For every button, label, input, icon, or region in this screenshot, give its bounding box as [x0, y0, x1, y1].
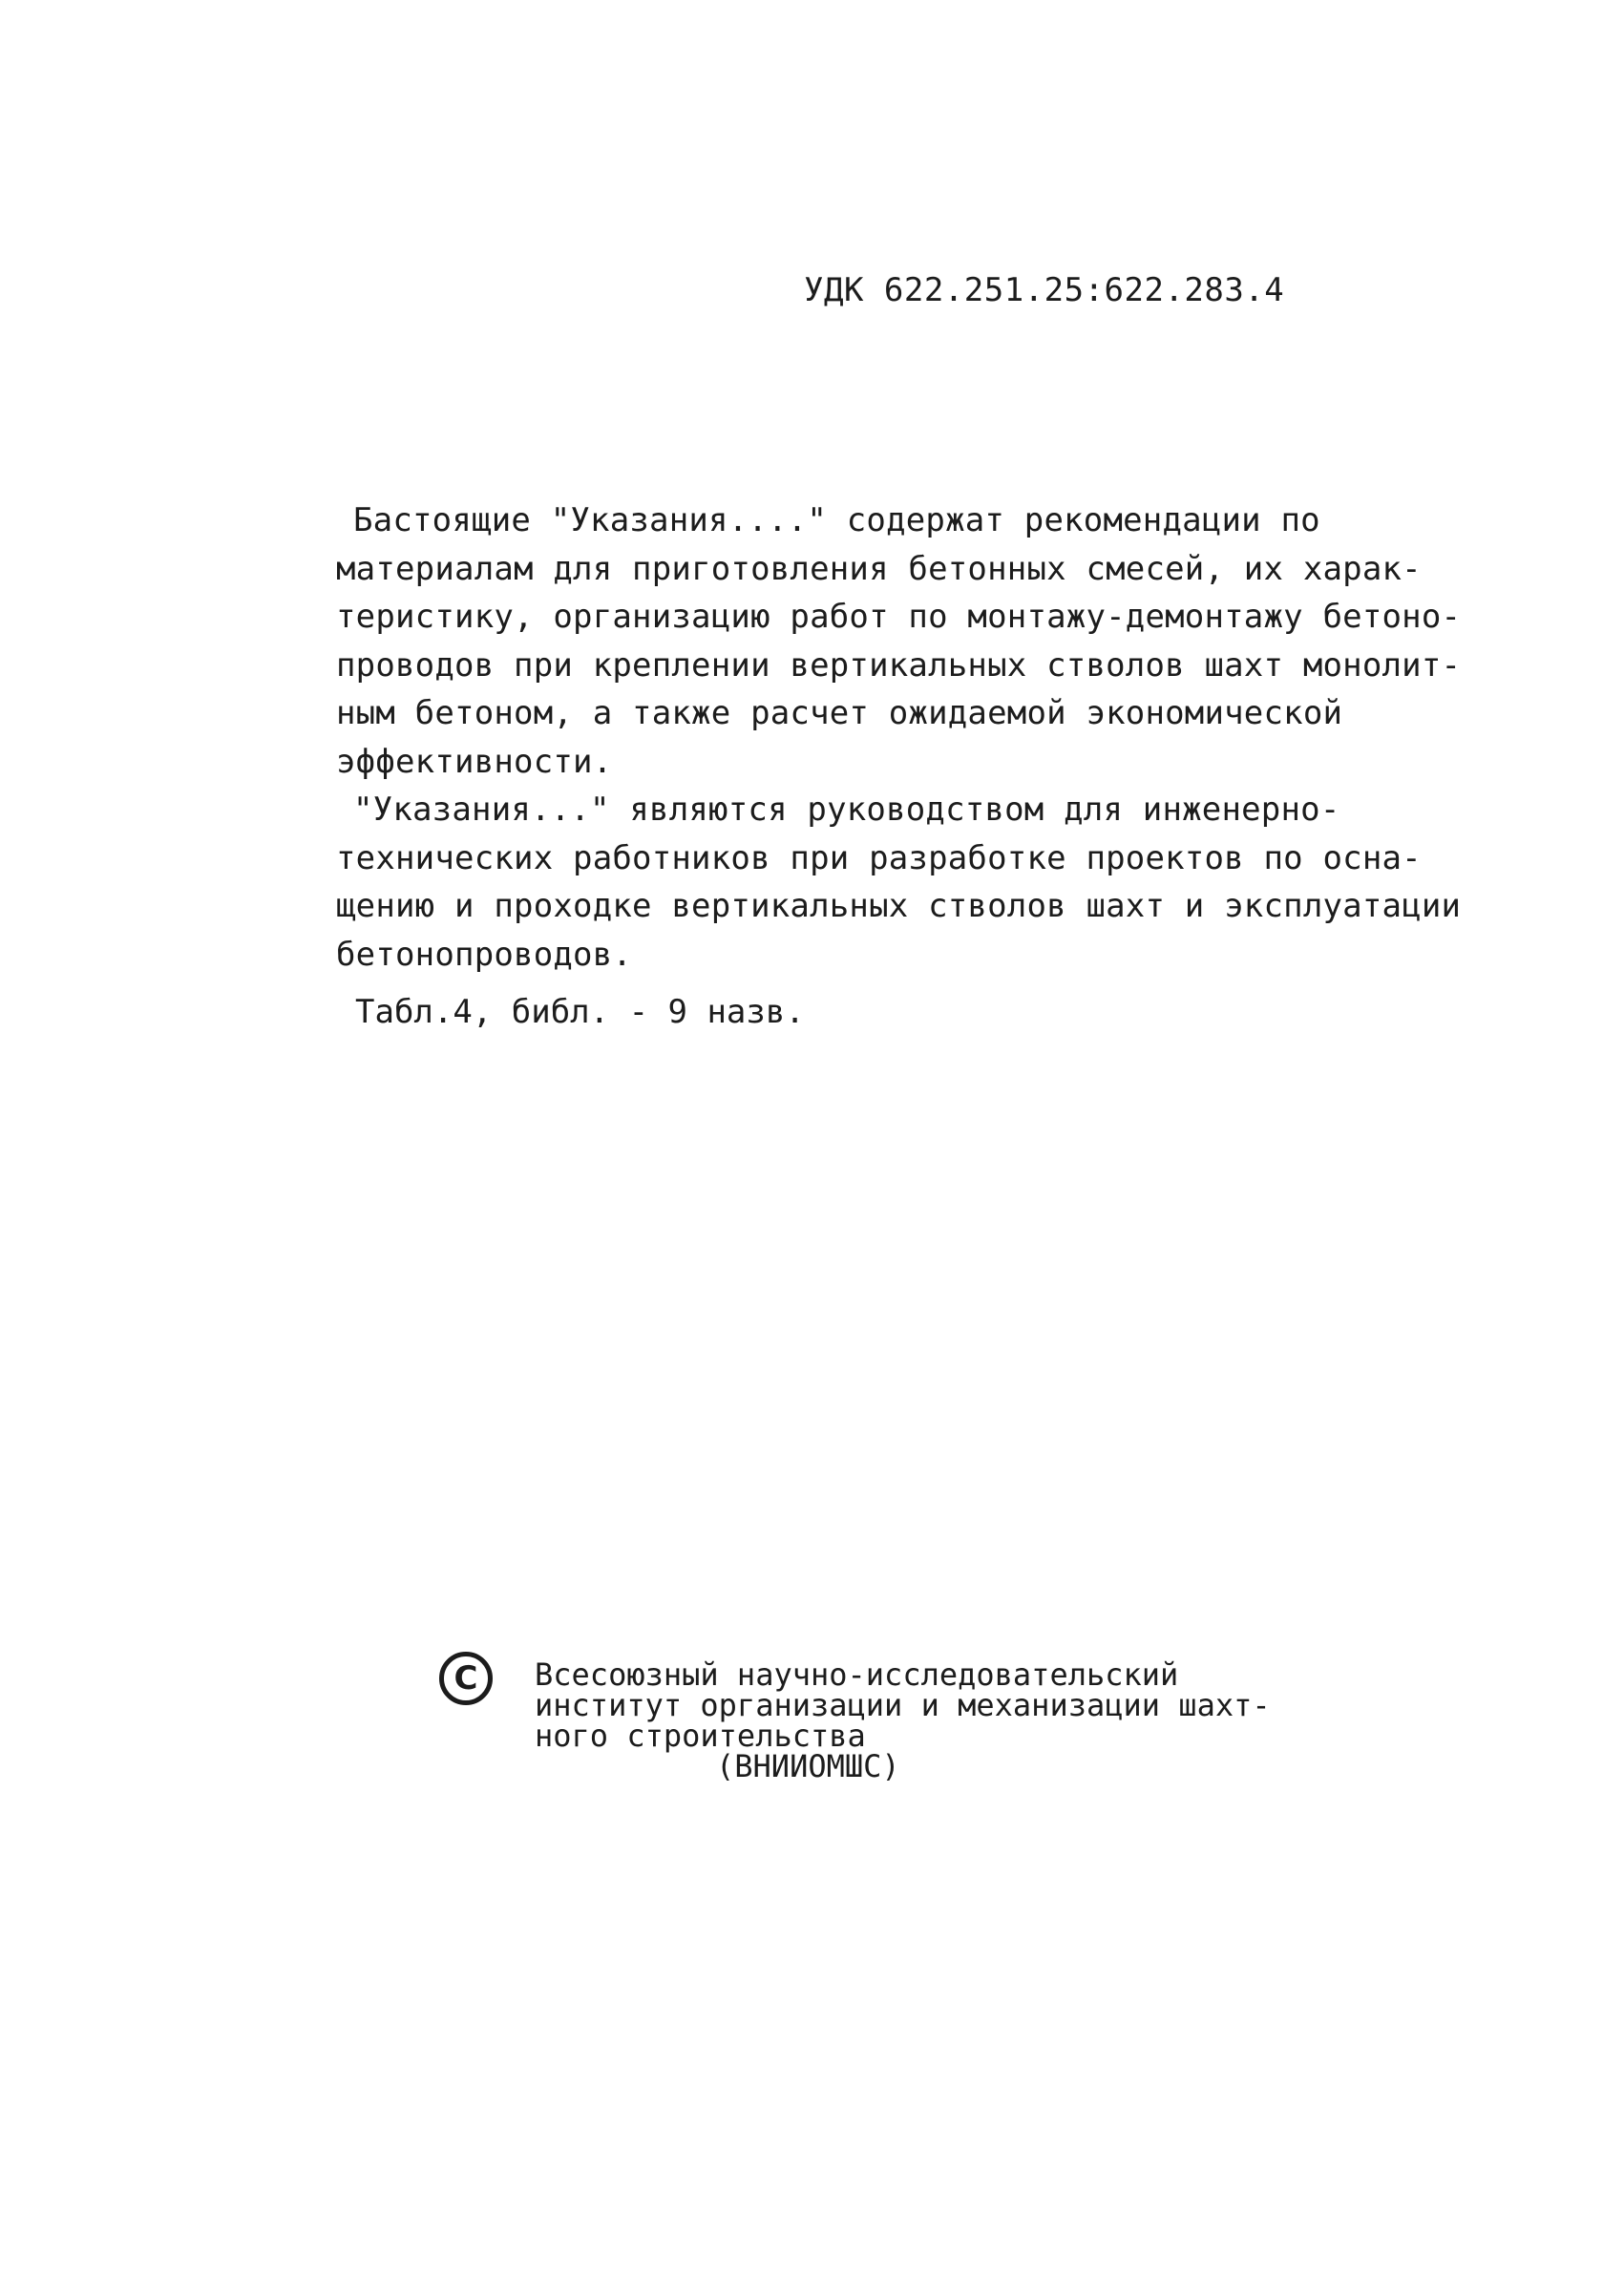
abstract-line: эффективности.	[336, 742, 613, 781]
copyright-icon: C	[439, 1652, 493, 1705]
abstract-block	[336, 496, 1462, 979]
abstract-line: "Указания..." являются руководством для инженерно-	[353, 791, 1340, 829]
institute-name	[535, 1656, 1271, 1784]
abstract-line: технических работников при разработке проектов по осна-	[336, 838, 1422, 877]
abstract-line: щению и проходке вертикальных стволов шахт и эксплуатации	[336, 887, 1462, 925]
udk-code: УДК 622.251.25:622.283.4	[804, 271, 1285, 309]
abstract-line: материалам для приготовления бетонных смесей, их харак-	[336, 549, 1422, 588]
institute-abbreviation: (ВНИИОМШС)	[716, 1748, 900, 1784]
abstract-line: теристику, организацию работ по монтажу-демонтажу бетоно-	[336, 598, 1462, 636]
institute-line: Всесоюзный научно-исследовательский	[535, 1656, 1179, 1693]
abstract-line: бетонопроводов.	[336, 935, 633, 974]
abstract-line: проводов при креплении вертикальных стволов шахт монолит-	[336, 645, 1462, 685]
tables-bibliography-note: Табл.4, библ. - 9 назв.	[355, 993, 805, 1031]
copyright-block	[439, 1652, 1356, 1804]
institute-line: институт организации и механизации шахт-	[535, 1687, 1271, 1723]
institute-line: ного строительства	[535, 1718, 866, 1754]
abstract-line: ным бетоном, а также расчет ожидаемой экономической	[336, 694, 1343, 732]
abstract-line: Бастоящие "Указания...." содержат рекомендации по	[353, 501, 1320, 539]
